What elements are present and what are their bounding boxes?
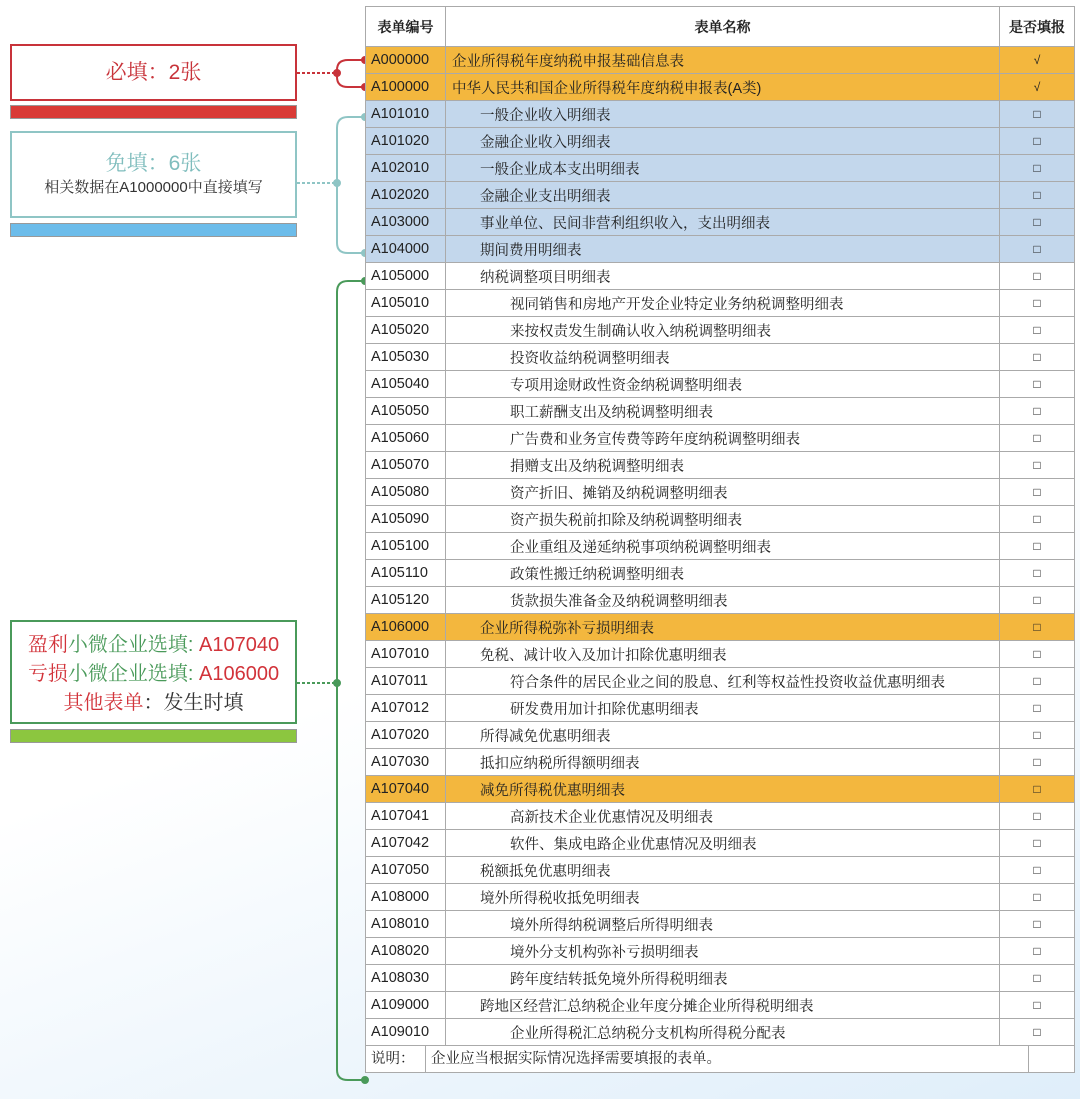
- fill-checkbox[interactable]: □: [1000, 749, 1075, 776]
- form-code: A105080: [366, 479, 446, 506]
- form-name: 税额抵免优惠明细表: [446, 857, 1000, 884]
- form-code: A105010: [366, 290, 446, 317]
- form-code: A105110: [366, 560, 446, 587]
- other-forms-label: 其他表单: [63, 692, 144, 714]
- fill-checkbox[interactable]: □: [1000, 695, 1075, 722]
- fill-checkbox[interactable]: □: [1000, 803, 1075, 830]
- fill-checkbox[interactable]: □: [1000, 560, 1075, 587]
- form-code: A105030: [366, 344, 446, 371]
- form-name: 来按权责发生制确认收入纳税调整明细表: [446, 317, 1000, 344]
- form-code: A105050: [366, 398, 446, 425]
- form-name: 软件、集成电路企业优惠情况及明细表: [446, 830, 1000, 857]
- form-name: 事业单位、民间非营利组织收入，支出明细表: [446, 209, 1000, 236]
- table-row: [366, 560, 1075, 587]
- form-name: 资产损失税前扣除及纳税调整明细表: [446, 506, 1000, 533]
- fill-checkbox[interactable]: □: [1000, 398, 1075, 425]
- table-row: [366, 587, 1075, 614]
- table-row: [366, 614, 1075, 641]
- form-name: 企业所得税汇总纳税分支机构所得税分配表: [446, 1019, 1000, 1046]
- form-code: A109010: [366, 1019, 446, 1046]
- fill-checkbox[interactable]: □: [1000, 722, 1075, 749]
- fill-checkbox[interactable]: □: [1000, 290, 1075, 317]
- fill-checkbox[interactable]: □: [1000, 209, 1075, 236]
- fill-checkbox[interactable]: □: [1000, 533, 1075, 560]
- form-code: A101020: [366, 128, 446, 155]
- exempt-note: 相关数据在A1000000中直接填写: [44, 179, 263, 196]
- form-name: 抵扣应纳税所得额明细表: [446, 749, 1000, 776]
- header-code: 表单编号: [366, 7, 446, 47]
- table-row: [366, 533, 1075, 560]
- exempt-connector: [297, 114, 368, 256]
- fill-checkbox[interactable]: □: [1000, 506, 1075, 533]
- optional-text: 小微企业选填:: [67, 634, 200, 656]
- form-code: A105120: [366, 587, 446, 614]
- form-name: 投资收益纳税调整明细表: [446, 344, 1000, 371]
- fill-checkbox[interactable]: □: [1000, 992, 1075, 1019]
- form-name: 研发费用加计扣除优惠明细表: [446, 695, 1000, 722]
- form-code: A107010: [366, 641, 446, 668]
- form-code: A108000: [366, 884, 446, 911]
- form-code: A107050: [366, 857, 446, 884]
- table-row: [366, 992, 1075, 1019]
- other-forms-text: ：发生时填: [143, 692, 244, 714]
- table-row: [366, 182, 1075, 209]
- form-code: A102020: [366, 182, 446, 209]
- required-label: 必填：2张: [105, 61, 202, 84]
- table-row: [366, 749, 1075, 776]
- form-name: 职工薪酬支出及纳税调整明细表: [446, 398, 1000, 425]
- table-row: [366, 776, 1075, 803]
- form-name: 货款损失准备金及纳税调整明细表: [446, 587, 1000, 614]
- table-row: [366, 128, 1075, 155]
- fill-checkbox[interactable]: □: [1000, 614, 1075, 641]
- table-row: [366, 425, 1075, 452]
- fill-checkbox[interactable]: √: [1000, 74, 1075, 101]
- form-name: 境外所得纳税调整后所得明细表: [446, 911, 1000, 938]
- form-name: 广告费和业务宣传费等跨年度纳税调整明细表: [446, 425, 1000, 452]
- form-name: 专项用途财政性资金纳税调整明细表: [446, 371, 1000, 398]
- form-code: A100000: [366, 74, 446, 101]
- table-row: [366, 506, 1075, 533]
- form-code: A105040: [366, 371, 446, 398]
- table-row: [366, 344, 1075, 371]
- form-name: 企业所得税弥补亏损明细表: [446, 614, 1000, 641]
- table-row: [366, 209, 1075, 236]
- fill-checkbox[interactable]: □: [1000, 155, 1075, 182]
- table-row: [366, 911, 1075, 938]
- table-row: [366, 641, 1075, 668]
- form-name: 纳税调整项目明细表: [446, 263, 1000, 290]
- table-row: [366, 803, 1075, 830]
- table-row: [366, 938, 1075, 965]
- form-code: A108010: [366, 911, 446, 938]
- table-row: [366, 74, 1075, 101]
- form-name: 视同销售和房地产开发企业特定业务纳税调整明细表: [446, 290, 1000, 317]
- form-name: 一般企业收入明细表: [446, 101, 1000, 128]
- table-row: [366, 47, 1075, 74]
- table-row: [366, 263, 1075, 290]
- note-text: 企业应当根据实际情况选择需要填报的表单。: [426, 1046, 1029, 1072]
- table-row: [366, 965, 1075, 992]
- form-code: A105060: [366, 425, 446, 452]
- form-name: 免税、减计收入及加计扣除优惠明细表: [446, 641, 1000, 668]
- optional-connector: [297, 278, 368, 1083]
- fill-checkbox[interactable]: □: [1000, 371, 1075, 398]
- form-name: 跨地区经营汇总纳税企业年度分摊企业所得税明细表: [446, 992, 1000, 1019]
- table-row: [366, 371, 1075, 398]
- form-code: A106000: [366, 614, 446, 641]
- table-row: [366, 668, 1075, 695]
- fill-checkbox[interactable]: □: [1000, 668, 1075, 695]
- form-name: 跨年度结转抵免境外所得税明细表: [446, 965, 1000, 992]
- table-row: [366, 479, 1075, 506]
- form-code: A107011: [366, 668, 446, 695]
- form-name: 资产折旧、摊销及纳税调整明细表: [446, 479, 1000, 506]
- form-code: A000000: [366, 47, 446, 74]
- form-name: 减免所得税优惠明细表: [446, 776, 1000, 803]
- fill-checkbox[interactable]: □: [1000, 317, 1075, 344]
- fill-checkbox[interactable]: □: [1000, 587, 1075, 614]
- form-name: 所得减免优惠明细表: [446, 722, 1000, 749]
- form-code: A105100: [366, 533, 446, 560]
- form-code: A103000: [366, 209, 446, 236]
- form-code: A104000: [366, 236, 446, 263]
- fill-checkbox[interactable]: □: [1000, 884, 1075, 911]
- form-code: A108030: [366, 965, 446, 992]
- form-code: A102010: [366, 155, 446, 182]
- form-name: 中华人民共和国企业所得税年度纳税申报表(A类): [446, 74, 1000, 101]
- form-code: A107042: [366, 830, 446, 857]
- header-fill: 是否填报: [1000, 7, 1075, 47]
- fill-checkbox[interactable]: □: [1000, 1019, 1075, 1046]
- form-name: 金融企业收入明细表: [446, 128, 1000, 155]
- form-code: A105000: [366, 263, 446, 290]
- form-code: A105070: [366, 452, 446, 479]
- required-connector: [297, 57, 368, 90]
- table-row: [366, 236, 1075, 263]
- form-code: A107040: [366, 776, 446, 803]
- form-code: A101010: [366, 101, 446, 128]
- form-name: 境外分支机构弥补亏损明细表: [446, 938, 1000, 965]
- table-row: [366, 830, 1075, 857]
- fill-checkbox[interactable]: □: [1000, 182, 1075, 209]
- form-code: A107041: [366, 803, 446, 830]
- form-code: A107020: [366, 722, 446, 749]
- table-row: [366, 101, 1075, 128]
- note-label: 说明：: [366, 1046, 426, 1072]
- form-code: A109000: [366, 992, 446, 1019]
- fill-checkbox[interactable]: □: [1000, 479, 1075, 506]
- table-row: [366, 1019, 1075, 1046]
- form-name: 捐赠支出及纳税调整明细表: [446, 452, 1000, 479]
- fill-checkbox[interactable]: √: [1000, 47, 1075, 74]
- form-code: A108020: [366, 938, 446, 965]
- table-row: [366, 884, 1075, 911]
- fill-checkbox[interactable]: □: [1000, 452, 1075, 479]
- table-row: [366, 317, 1075, 344]
- form-name: 企业重组及递延纳税事项纳税调整明细表: [446, 533, 1000, 560]
- fill-checkbox[interactable]: □: [1000, 938, 1075, 965]
- optional-code: A106000: [199, 663, 280, 685]
- exempt-label: 免填：6张: [105, 152, 202, 175]
- form-code: A107012: [366, 695, 446, 722]
- fill-checkbox[interactable]: □: [1000, 830, 1075, 857]
- fill-checkbox[interactable]: □: [1000, 911, 1075, 938]
- form-name: 境外所得税收抵免明细表: [446, 884, 1000, 911]
- optional-code: A107040: [199, 634, 280, 656]
- form-name: 政策性搬迁纳税调整明细表: [446, 560, 1000, 587]
- fill-checkbox[interactable]: □: [1000, 128, 1075, 155]
- form-name: 一般企业成本支出明细表: [446, 155, 1000, 182]
- header-name: 表单名称: [446, 7, 1000, 47]
- note-row: [366, 1046, 1075, 1073]
- table-row: [366, 857, 1075, 884]
- form-name: 高新技术企业优惠情况及明细表: [446, 803, 1000, 830]
- optional-text: 小微企业选填:: [67, 663, 200, 685]
- form-name: 企业所得税年度纳税申报基础信息表: [446, 47, 1000, 74]
- form-name: 金融企业支出明细表: [446, 182, 1000, 209]
- table-row: [366, 695, 1075, 722]
- fill-checkbox[interactable]: □: [1000, 776, 1075, 803]
- table-row: [366, 722, 1075, 749]
- fill-checkbox[interactable]: □: [1000, 101, 1075, 128]
- table-row: [366, 290, 1075, 317]
- fill-checkbox[interactable]: □: [1000, 425, 1075, 452]
- fill-checkbox[interactable]: □: [1000, 236, 1075, 263]
- form-code: A107030: [366, 749, 446, 776]
- fill-checkbox[interactable]: □: [1000, 641, 1075, 668]
- loss-label: 亏损: [27, 663, 68, 685]
- fill-checkbox[interactable]: □: [1000, 344, 1075, 371]
- table-row: [366, 155, 1075, 182]
- table-header: [366, 7, 1075, 47]
- form-code: A105090: [366, 506, 446, 533]
- fill-checkbox[interactable]: □: [1000, 857, 1075, 884]
- tax-forms-table: [365, 6, 1075, 1073]
- form-name: 期间费用明细表: [446, 236, 1000, 263]
- profit-label: 盈利: [27, 634, 68, 656]
- table-row: [366, 398, 1075, 425]
- table-row: [366, 452, 1075, 479]
- form-code: A105020: [366, 317, 446, 344]
- fill-checkbox[interactable]: □: [1000, 263, 1075, 290]
- form-name: 符合条件的居民企业之间的股息、红利等权益性投资收益优惠明细表: [446, 668, 1000, 695]
- fill-checkbox[interactable]: □: [1000, 965, 1075, 992]
